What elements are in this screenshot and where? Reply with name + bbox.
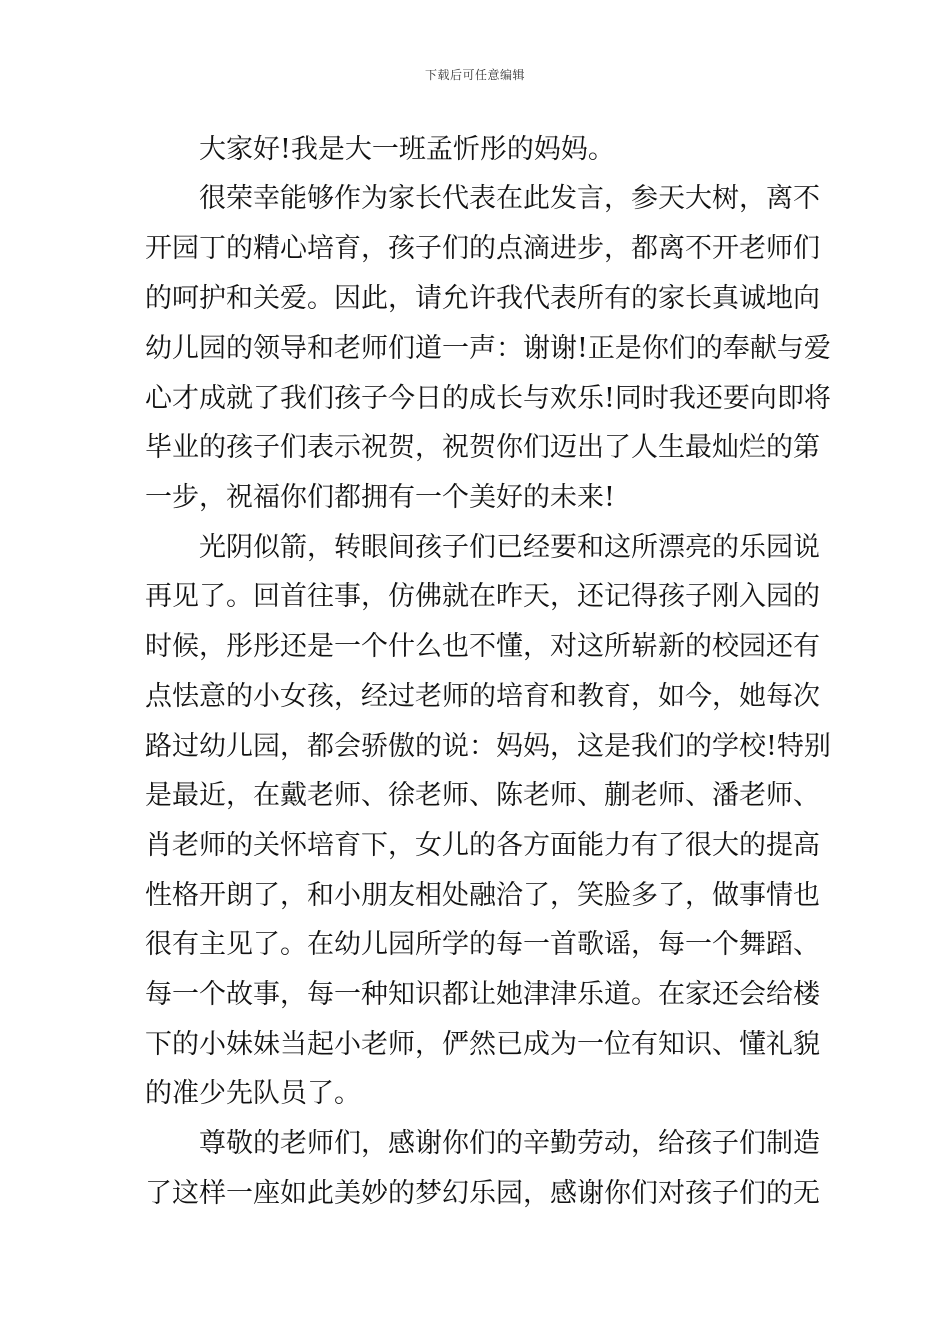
text-line: 时候，彤彤还是一个什么也不懂，对这所崭新的校园还有 <box>145 631 820 662</box>
text-line: 很荣幸能够作为家长代表在此发言，参天大树，离不 <box>199 183 820 214</box>
text-line: 是最近，在戴老师、徐老师、陈老师、蒯老师、潘老师、 <box>145 780 820 811</box>
text-line: 心才成就了我们孩子今日的成长与欢乐!同时我还要向即将 <box>145 383 831 414</box>
text-line: 尊敬的老师们，感谢你们的辛勤劳动，给孩子们制造 <box>199 1128 820 1159</box>
text-line: 再见了。回首往事，仿佛就在昨天，还记得孩子刚入园的 <box>145 581 820 612</box>
text-line: 幼儿园的领导和老师们道一声：谢谢!正是你们的奉献与爱 <box>145 333 831 364</box>
text-line: 下的小妹妹当起小老师，俨然已成为一位有知识、懂礼貌 <box>145 1029 820 1060</box>
text-line: 开园丁的精心培育，孩子们的点滴进步，都离不开老师们 <box>145 233 820 264</box>
text-line: 的准少先队员了。 <box>145 1078 361 1109</box>
text-line: 点怯意的小女孩，经过老师的培育和教育，如今，她每次 <box>145 681 820 712</box>
text-line: 了这样一座如此美妙的梦幻乐园，感谢你们对孩子们的无 <box>145 1178 820 1209</box>
text-line: 很有主见了。在幼儿园所学的每一首歌谣，每一个舞蹈、 <box>145 929 820 960</box>
text-line: 性格开朗了，和小朋友相处融洽了，笑脸多了，做事情也 <box>145 880 820 911</box>
text-line: 每一个故事，每一种知识都让她津津乐道。在家还会给楼 <box>145 979 820 1010</box>
text-line: 的呵护和关爱。因此，请允许我代表所有的家长真诚地向 <box>145 283 820 314</box>
header-note: 下载后可任意编辑 <box>424 68 525 82</box>
text-line: 一步，祝福你们都拥有一个美好的未来! <box>145 482 615 513</box>
text-line: 肖老师的关怀培育下，女儿的各方面能力有了很大的提高 <box>145 830 820 861</box>
text-line: 路过幼儿园，都会骄傲的说：妈妈，这是我们的学校!特别 <box>145 731 831 762</box>
text-line: 大家好!我是大一班孟忻彤的妈妈。 <box>199 134 615 165</box>
text-line: 光阴似箭，转眼间孩子们已经要和这所漂亮的乐园说 <box>199 532 820 563</box>
text-line: 毕业的孩子们表示祝贺，祝贺你们迈出了人生最灿烂的第 <box>145 432 820 463</box>
